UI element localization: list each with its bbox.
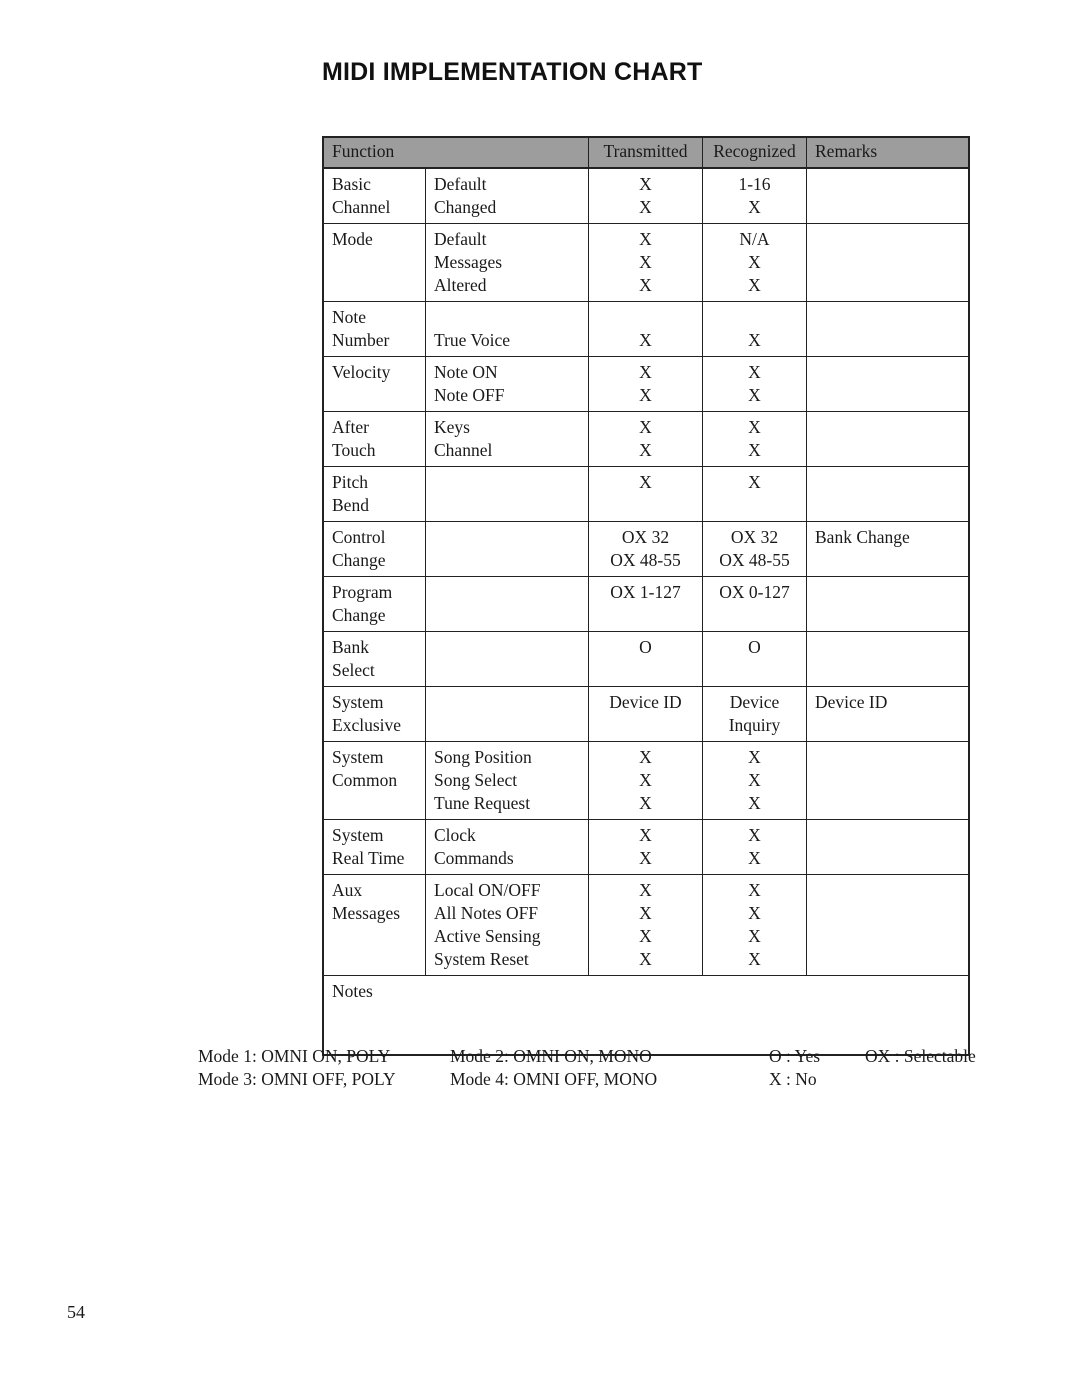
- transmitted-cell: [589, 875, 703, 976]
- cell-text: X: [639, 825, 652, 845]
- remarks-cell: [807, 467, 970, 522]
- cell-text: X: [748, 417, 761, 437]
- cell-text: Control: [332, 527, 386, 547]
- remarks-cell: [807, 820, 970, 875]
- cell-text: [332, 792, 425, 815]
- remarks-cell: [807, 412, 970, 467]
- cell-text: Bend: [332, 495, 369, 515]
- subfunction-cell: [426, 820, 589, 875]
- table-row: [323, 820, 969, 875]
- cell-text: OX 1-127: [610, 582, 681, 602]
- function-cell: [323, 302, 426, 357]
- recognized-cell: [703, 357, 807, 412]
- cell-text: X: [748, 330, 761, 350]
- cell-text: System: [332, 692, 384, 712]
- cell-text: Commands: [434, 848, 514, 868]
- subfunction-cell: [426, 742, 589, 820]
- cell-text: X: [639, 903, 652, 923]
- cell-text: OX 48-55: [610, 550, 681, 570]
- cell-text: Mode: [332, 229, 373, 249]
- remarks-cell: [807, 522, 970, 577]
- table-row: [323, 302, 969, 357]
- cell-text: O: [639, 637, 652, 657]
- cell-text: Note OFF: [434, 385, 505, 405]
- transmitted-cell: [589, 357, 703, 412]
- cell-text: X: [639, 385, 652, 405]
- cell-text: [815, 902, 968, 925]
- cell-text: [815, 196, 968, 219]
- cell-text: [815, 746, 968, 769]
- transmitted-cell: [589, 302, 703, 357]
- recognized-cell: [703, 412, 807, 467]
- transmitted-cell: [589, 632, 703, 687]
- cell-text: X: [748, 472, 761, 492]
- cell-text: System: [332, 825, 384, 845]
- cell-text: X: [639, 926, 652, 946]
- cell-text: X: [748, 275, 761, 295]
- table-row: [323, 224, 969, 302]
- cell-text: O: [748, 637, 761, 657]
- notes-row: [323, 976, 969, 1056]
- table-row: [323, 467, 969, 522]
- cell-text: Messages: [434, 252, 503, 272]
- transmitted-cell: [589, 412, 703, 467]
- function-cell: [323, 632, 426, 687]
- notes-cell: [323, 976, 969, 1056]
- cell-text: [332, 948, 425, 971]
- cell-text: X: [639, 880, 652, 900]
- recognized-cell: [703, 687, 807, 742]
- transmitted-cell: [589, 577, 703, 632]
- table-body: [323, 168, 969, 1055]
- transmitted-cell: [589, 522, 703, 577]
- header-remarks: Remarks: [807, 137, 970, 168]
- cell-text: X: [748, 440, 761, 460]
- recognized-cell: [703, 522, 807, 577]
- subfunction-cell: [426, 522, 589, 577]
- cell-text: X: [748, 793, 761, 813]
- cell-text: [815, 329, 968, 352]
- table-row: [323, 577, 969, 632]
- table-row: [323, 412, 969, 467]
- cell-text: Device ID: [815, 692, 888, 712]
- table-header-row: [323, 137, 969, 168]
- cell-text: [434, 636, 588, 659]
- cell-text: [434, 549, 588, 572]
- cell-text: X: [639, 848, 652, 868]
- cell-text: [703, 306, 806, 329]
- cell-text: [815, 925, 968, 948]
- cell-text: [332, 274, 425, 297]
- cell-text: X: [639, 330, 652, 350]
- legend-mode-2: Mode 2: OMNI ON, MONO: [450, 1046, 652, 1066]
- cell-text: Aux: [332, 880, 363, 900]
- cell-text: [815, 384, 968, 407]
- cell-text: Basic: [332, 174, 371, 194]
- cell-text: Pitch: [332, 472, 368, 492]
- remarks-cell: [807, 168, 970, 224]
- cell-text: [434, 604, 588, 627]
- header-function: Function: [323, 137, 589, 168]
- subfunction-cell: [426, 632, 589, 687]
- function-cell: [323, 168, 426, 224]
- legend-yes: O : Yes: [769, 1046, 821, 1066]
- remarks-cell: [807, 742, 970, 820]
- cell-text: X: [748, 848, 761, 868]
- cell-text: [815, 714, 968, 737]
- recognized-cell: [703, 577, 807, 632]
- remarks-cell: [807, 224, 970, 302]
- cell-text: Device ID: [609, 692, 682, 712]
- transmitted-cell: [589, 168, 703, 224]
- cell-text: [815, 416, 968, 439]
- cell-text: System Reset: [434, 949, 529, 969]
- cell-text: X: [748, 949, 761, 969]
- cell-text: After: [332, 417, 369, 437]
- table-row: [323, 687, 969, 742]
- cell-text: Song Position: [434, 747, 532, 767]
- cell-text: [815, 471, 968, 494]
- cell-text: [815, 251, 968, 274]
- cell-text: X: [748, 770, 761, 790]
- cell-text: X: [639, 770, 652, 790]
- cell-text: X: [639, 362, 652, 382]
- cell-text: Active Sensing: [434, 926, 541, 946]
- cell-text: 1-16: [738, 174, 771, 194]
- cell-text: [434, 714, 588, 737]
- cell-text: [434, 306, 588, 329]
- cell-text: [434, 494, 588, 517]
- cell-text: [589, 494, 702, 517]
- remarks-cell: [807, 875, 970, 976]
- cell-text: OX 32: [621, 527, 670, 547]
- recognized-cell: [703, 742, 807, 820]
- cell-text: [434, 581, 588, 604]
- legend-selectable: OX : Selectable: [865, 1046, 976, 1066]
- function-cell: [323, 357, 426, 412]
- cell-text: Default: [434, 229, 487, 249]
- cell-text: Real Time: [332, 848, 405, 868]
- transmitted-cell: [589, 820, 703, 875]
- cell-text: X: [748, 385, 761, 405]
- function-cell: [323, 687, 426, 742]
- cell-text: Altered: [434, 275, 487, 295]
- cell-text: [815, 581, 968, 604]
- cell-text: Messages: [332, 903, 401, 923]
- cell-text: Select: [332, 660, 375, 680]
- cell-text: Bank: [332, 637, 369, 657]
- cell-text: Exclusive: [332, 715, 402, 735]
- cell-text: [332, 925, 425, 948]
- midi-implementation-table: [322, 136, 970, 1056]
- table-row: [323, 522, 969, 577]
- transmitted-cell: [589, 687, 703, 742]
- legend-mode-4: Mode 4: OMNI OFF, MONO: [450, 1069, 658, 1089]
- table-row: [323, 632, 969, 687]
- cell-text: [815, 228, 968, 251]
- cell-text: X: [639, 747, 652, 767]
- cell-text: [815, 879, 968, 902]
- subfunction-cell: [426, 302, 589, 357]
- cell-text: X: [639, 472, 652, 492]
- remarks-cell: [807, 357, 970, 412]
- cell-text: X: [639, 275, 652, 295]
- table-row: [323, 357, 969, 412]
- cell-text: [815, 847, 968, 870]
- cell-text: Common: [332, 770, 398, 790]
- recognized-cell: [703, 168, 807, 224]
- cell-text: Device: [729, 692, 780, 712]
- notes-label: Notes: [332, 981, 373, 1001]
- cell-text: X: [748, 362, 761, 382]
- legend-no: X : No: [769, 1069, 817, 1089]
- recognized-cell: [703, 820, 807, 875]
- cell-text: Default: [434, 174, 487, 194]
- transmitted-cell: [589, 467, 703, 522]
- cell-text: [815, 173, 968, 196]
- table-row: [323, 168, 969, 224]
- chart-title: MIDI IMPLEMENTATION CHART: [322, 58, 703, 86]
- subfunction-cell: [426, 577, 589, 632]
- subfunction-cell: [426, 467, 589, 522]
- cell-text: X: [748, 926, 761, 946]
- recognized-cell: [703, 467, 807, 522]
- header-recognized: Recognized: [703, 137, 807, 168]
- cell-text: [434, 659, 588, 682]
- cell-text: X: [639, 440, 652, 460]
- cell-text: [815, 439, 968, 462]
- cell-text: [434, 471, 588, 494]
- cell-text: [815, 494, 968, 517]
- cell-text: X: [748, 903, 761, 923]
- remarks-cell: [807, 632, 970, 687]
- cell-text: [703, 659, 806, 682]
- function-cell: [323, 875, 426, 976]
- table-row: [323, 875, 969, 976]
- legend-mode-1: Mode 1: OMNI ON, POLY: [198, 1046, 391, 1066]
- cell-text: Inquiry: [728, 715, 781, 735]
- cell-text: OX 0-127: [719, 582, 790, 602]
- function-cell: [323, 467, 426, 522]
- cell-text: [815, 549, 968, 572]
- cell-text: N/A: [739, 229, 770, 249]
- cell-text: X: [748, 747, 761, 767]
- cell-text: Touch: [332, 440, 376, 460]
- cell-text: Velocity: [332, 362, 391, 382]
- cell-text: OX 32: [730, 527, 779, 547]
- cell-text: [815, 792, 968, 815]
- function-cell: [323, 577, 426, 632]
- subfunction-cell: [426, 687, 589, 742]
- recognized-cell: [703, 875, 807, 976]
- cell-text: Song Select: [434, 770, 518, 790]
- subfunction-cell: [426, 168, 589, 224]
- recognized-cell: [703, 302, 807, 357]
- cell-text: X: [639, 229, 652, 249]
- cell-text: [815, 948, 968, 971]
- cell-text: [815, 361, 968, 384]
- cell-text: [815, 659, 968, 682]
- table-row: [323, 742, 969, 820]
- cell-text: Tune Request: [434, 793, 531, 813]
- cell-text: OX 48-55: [719, 550, 790, 570]
- cell-text: Change: [332, 605, 386, 625]
- header-transmitted: Transmitted: [589, 137, 703, 168]
- cell-text: Channel: [332, 197, 391, 217]
- cell-text: X: [639, 252, 652, 272]
- cell-text: [589, 714, 702, 737]
- cell-text: [332, 384, 425, 407]
- cell-text: [815, 636, 968, 659]
- cell-text: [434, 691, 588, 714]
- cell-text: [703, 494, 806, 517]
- remarks-cell: [807, 687, 970, 742]
- subfunction-cell: [426, 412, 589, 467]
- legend-mode-3: Mode 3: OMNI OFF, POLY: [198, 1069, 396, 1089]
- function-cell: [323, 820, 426, 875]
- subfunction-cell: [426, 224, 589, 302]
- cell-text: Channel: [434, 440, 493, 460]
- cell-text: [589, 306, 702, 329]
- cell-text: Changed: [434, 197, 497, 217]
- remarks-cell: [807, 577, 970, 632]
- cell-text: X: [639, 174, 652, 194]
- cell-text: [703, 604, 806, 627]
- cell-text: X: [748, 880, 761, 900]
- cell-text: [589, 659, 702, 682]
- cell-text: X: [748, 825, 761, 845]
- cell-text: [815, 824, 968, 847]
- cell-text: X: [639, 197, 652, 217]
- cell-text: X: [639, 417, 652, 437]
- cell-text: [589, 604, 702, 627]
- cell-text: [815, 769, 968, 792]
- transmitted-cell: [589, 742, 703, 820]
- cell-text: [815, 274, 968, 297]
- cell-text: Local ON/OFF: [434, 880, 541, 900]
- function-cell: [323, 522, 426, 577]
- cell-text: Change: [332, 550, 386, 570]
- cell-text: All Notes OFF: [434, 903, 539, 923]
- page-number: 54: [67, 1302, 85, 1322]
- cell-text: Clock: [434, 825, 476, 845]
- cell-text: X: [748, 197, 761, 217]
- cell-text: Program: [332, 582, 393, 602]
- recognized-cell: [703, 224, 807, 302]
- cell-text: Note ON: [434, 362, 498, 382]
- recognized-cell: [703, 632, 807, 687]
- cell-text: X: [639, 793, 652, 813]
- cell-text: Bank Change: [815, 527, 910, 547]
- subfunction-cell: [426, 875, 589, 976]
- cell-text: Keys: [434, 417, 470, 437]
- cell-text: True Voice: [434, 330, 511, 350]
- function-cell: [323, 224, 426, 302]
- cell-text: System: [332, 747, 384, 767]
- cell-text: Note: [332, 307, 367, 327]
- cell-text: X: [748, 252, 761, 272]
- cell-text: Number: [332, 330, 390, 350]
- cell-text: [815, 306, 968, 329]
- subfunction-cell: [426, 357, 589, 412]
- function-cell: [323, 412, 426, 467]
- cell-text: [332, 251, 425, 274]
- cell-text: [815, 604, 968, 627]
- transmitted-cell: [589, 224, 703, 302]
- function-cell: [323, 742, 426, 820]
- remarks-cell: [807, 302, 970, 357]
- cell-text: X: [639, 949, 652, 969]
- cell-text: [434, 526, 588, 549]
